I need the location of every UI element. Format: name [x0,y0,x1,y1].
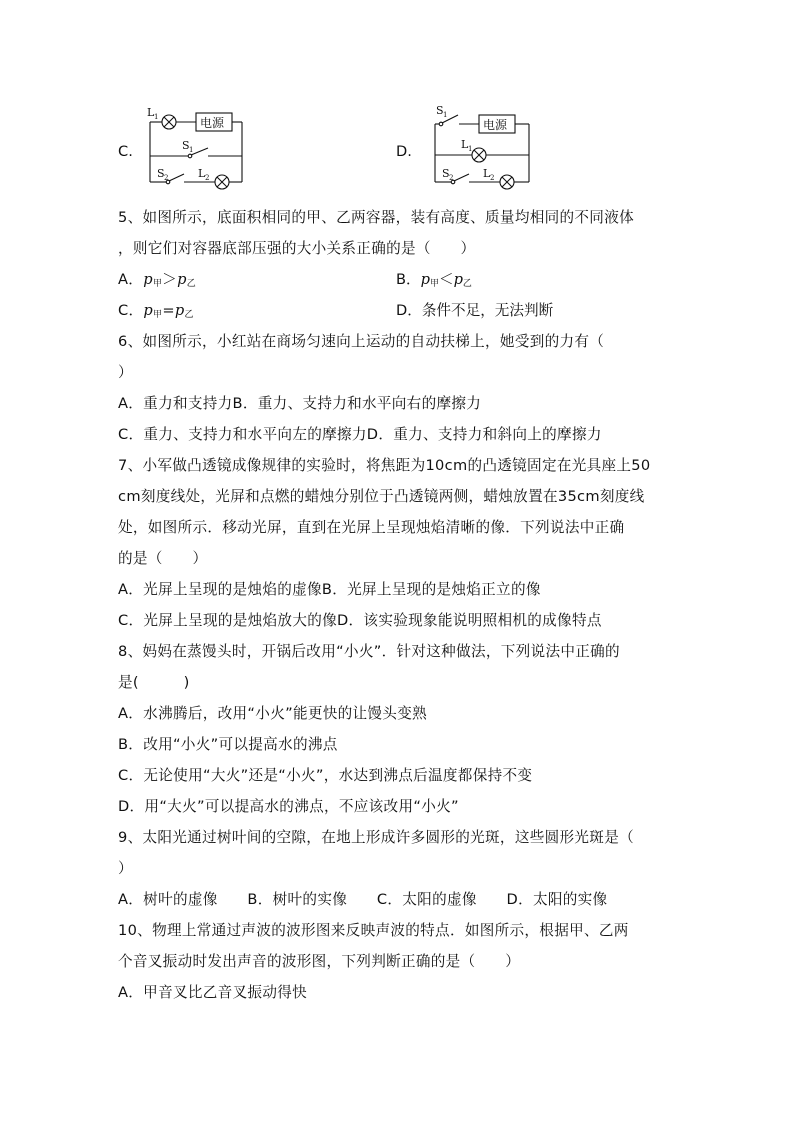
q5-option-b: B．$p_甲<p_乙$ [396,271,472,289]
lamp-l1-label: L [461,138,469,151]
q7-options-ab: A．光屏上呈现的是烛焰的虚像B．光屏上呈现的是烛焰正立的像 [118,581,541,598]
q7-stem-line1: 7、小军做凸透镜成像规律的实验时，将焦距为10cm的凸透镜固定在光具座上50 [118,457,651,474]
q7-stem-line3: 处，如图所示．移动光屏，直到在光屏上呈现烛焰清晰的像．下列说法中正确 [118,519,625,536]
q6-options-ab: A．重力和支持力B．重力、支持力和水平向右的摩擦力 [118,395,482,412]
option-d-label: D. [396,143,412,160]
option-c-label: C. [118,143,133,160]
switch-s1-label: S [436,104,444,117]
circuit-diagram-d [425,100,537,192]
q7-stem-line4: 的是（ ） [118,550,208,567]
q5-stem-line2: ，则它们对容器底部压强的大小关系正确的是（ ） [118,240,476,257]
q6-stem-line1: 6、如图所示，小红站在商场匀速向上运动的自动扶梯上，她受到的力有（ [118,333,605,350]
q5-option-a: A．$p_甲>p_乙$ [118,271,197,289]
switch-s2-label: S [157,167,165,180]
lamp-l1-label: L [147,106,155,119]
q7-stem-line2: cm刻度线处，光屏和点燃的蜡烛分别位于凸透镜两侧，蜡烛放置在35cm刻度线 [118,488,645,505]
q8-option-b: B．改用“小火”可以提高水的沸点 [118,736,338,753]
svg-text:2: 2 [205,174,210,182]
power-source-label: 电源 [200,116,225,130]
q8-option-c: C．无论使用“大火”还是“小火”，水达到沸点后温度都保持不变 [118,767,533,784]
svg-text:2: 2 [490,174,495,182]
q6-options-cd: C．重力、支持力和水平向左的摩擦力D．重力、支持力和斜向上的摩擦力 [118,426,602,443]
q5-option-d: D．条件不足，无法判断 [396,302,554,319]
circuit-diagram-c [140,100,250,192]
q6-stem-line2: ） [118,364,133,381]
q7-options-cd: C．光屏上呈现的是烛焰放大的像D．该实验现象能说明照相机的成像特点 [118,612,602,629]
q10-stem-line2: 个音叉振动时发出声音的波形图，下列判断正确的是（ ） [118,953,521,970]
switch-s2-label: S [442,167,450,180]
q9-options: A．树叶的虚像 B．树叶的实像 C．太阳的虚像 D．太阳的实像 [118,891,608,908]
q9-stem-line1: 9、太阳光通过树叶间的空隙，在地上形成许多圆形的光斑，这些圆形光斑是（ [118,829,634,846]
q9-stem-line2: ） [118,860,133,877]
svg-text:1: 1 [468,145,473,153]
svg-text:2: 2 [164,174,169,182]
lamp-l2-label: L [198,167,206,180]
q10-option-a: A．甲音叉比乙音叉振动得快 [118,984,308,1001]
q5-option-c: C．$p_甲=p_乙$ [118,302,194,320]
lamp-l2-label: L [483,167,491,180]
power-source-label: 电源 [483,118,508,132]
q8-option-a: A．水沸腾后，改用“小火”能更快的让馒头变熟 [118,705,427,722]
q5-stem-line1: 5、如图所示，底面积相同的甲、乙两容器，装有高度、质量均相同的不同液体 [118,209,634,226]
svg-text:1: 1 [154,113,159,121]
q8-stem-line2: 是( ) [118,674,190,691]
svg-text:1: 1 [443,111,448,119]
switch-s1-label: S [182,139,190,152]
svg-text:2: 2 [449,174,454,182]
q10-stem-line1: 10、物理上常通过声波的波形图来反映声波的特点．如图所示，根据甲、乙两 [118,922,629,939]
q8-option-d: D．用“大火”可以提高水的沸点，不应该改用“小火” [118,798,459,815]
svg-text:1: 1 [189,146,194,154]
q8-stem-line1: 8、妈妈在蒸馒头时，开锅后改用“小火”．针对这种做法，下列说法中正确的 [118,643,620,660]
